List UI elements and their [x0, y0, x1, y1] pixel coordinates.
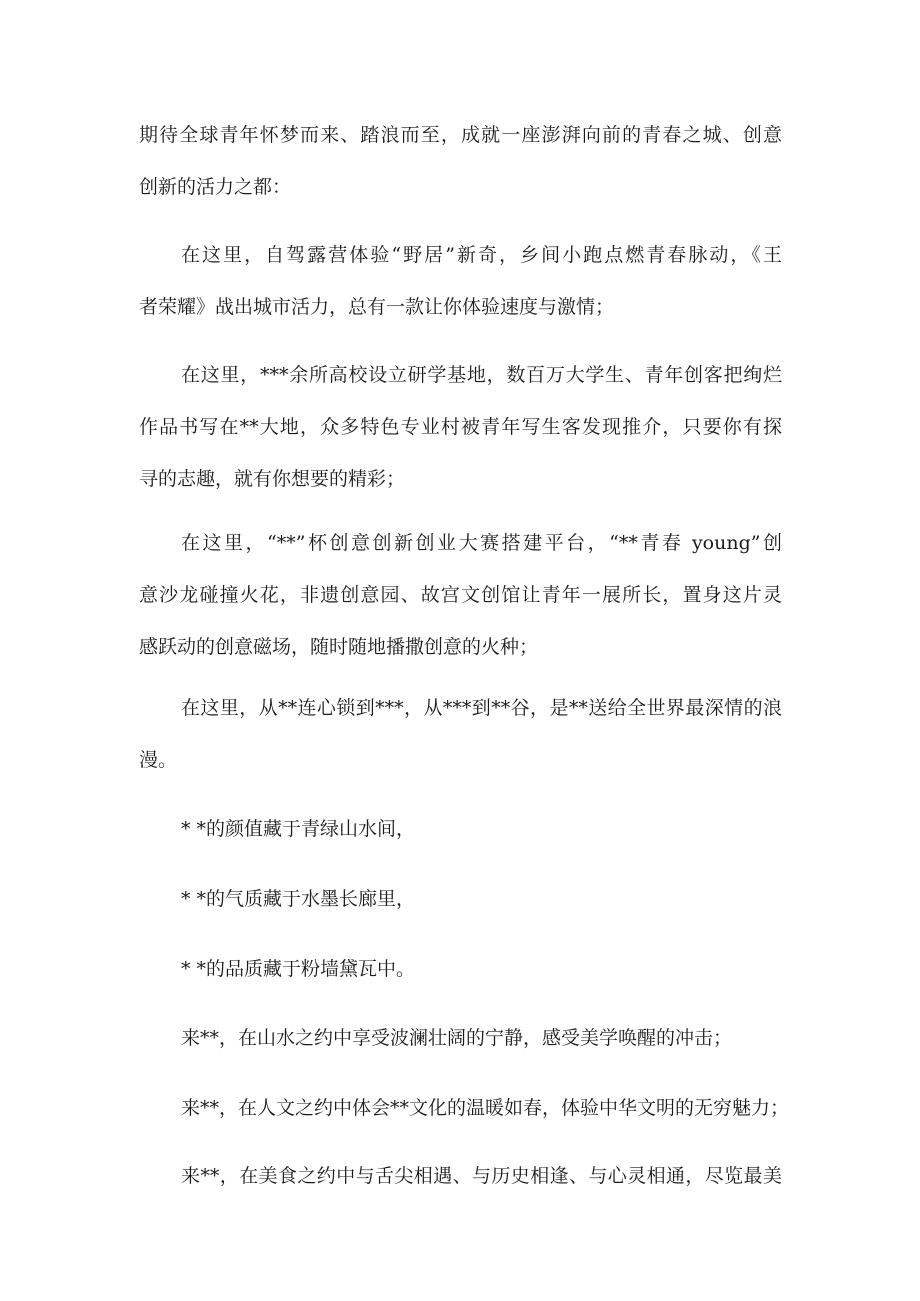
paragraph-5-line-1: 在这里，从**连心锁到***，从***到**谷，是**送给全世界最深情的浪 [181, 697, 782, 719]
invitation-line-3: 来**，在美食之约中与舌尖相遇、与历史相逢、与心灵相通，尽览最美 [181, 1165, 782, 1187]
paragraph-4-line-3: 感跃动的创意磁场，随时随地播撒创意的火种； [139, 636, 539, 658]
verse-line-3: * *的品质藏于粉墙黛瓦中。 [181, 958, 416, 980]
paragraph-2-line-1: 在这里，自驾露营体验“野居”新奇，乡间小跑点燃青春脉动，《王 [181, 244, 782, 266]
invitation-line-1: 来**，在山水之约中享受波澜壮阔的宁静，感受美学唤醒的冲击； [181, 1027, 733, 1049]
paragraph-4-line-1: 在这里，“**”杯创意创新创业大赛搭建平台，“**青春 young”创 [181, 532, 782, 554]
paragraph-4-line-2: 意沙龙碰撞火花，非遗创意园、故宫文创馆让青年一展所长，置身这片灵 [139, 584, 782, 606]
paragraph-2-line-2: 者荣耀》战出城市活力，总有一款让你体验速度与激情； [139, 296, 615, 318]
paragraph-3-line-1: 在这里，***余所高校设立研学基地，数百万大学生、青年创客把绚烂 [181, 364, 782, 386]
invitation-line-2: 来**，在人文之约中体会**文化的温暖如春，体验中华文明的无穷魅力； [181, 1097, 790, 1119]
verse-line-2: * *的气质藏于水墨长廊里， [181, 888, 416, 910]
paragraph-3-line-2: 作品书写在**大地，众多特色专业村被青年写生客发现推介，只要你有探 [139, 416, 782, 438]
verse-line-1: * *的颜值藏于青绿山水间， [181, 818, 416, 840]
paragraph-5-line-2: 漫。 [139, 749, 178, 771]
paragraph-3-line-3: 寻的志趣，就有你想要的精彩； [139, 468, 406, 490]
paragraph-1-line-2: 创新的活力之都： [139, 176, 292, 198]
paragraph-1-line-1: 期待全球青年怀梦而来、踏浪而至，成就一座澎湃向前的青春之城、创意 [139, 124, 782, 146]
